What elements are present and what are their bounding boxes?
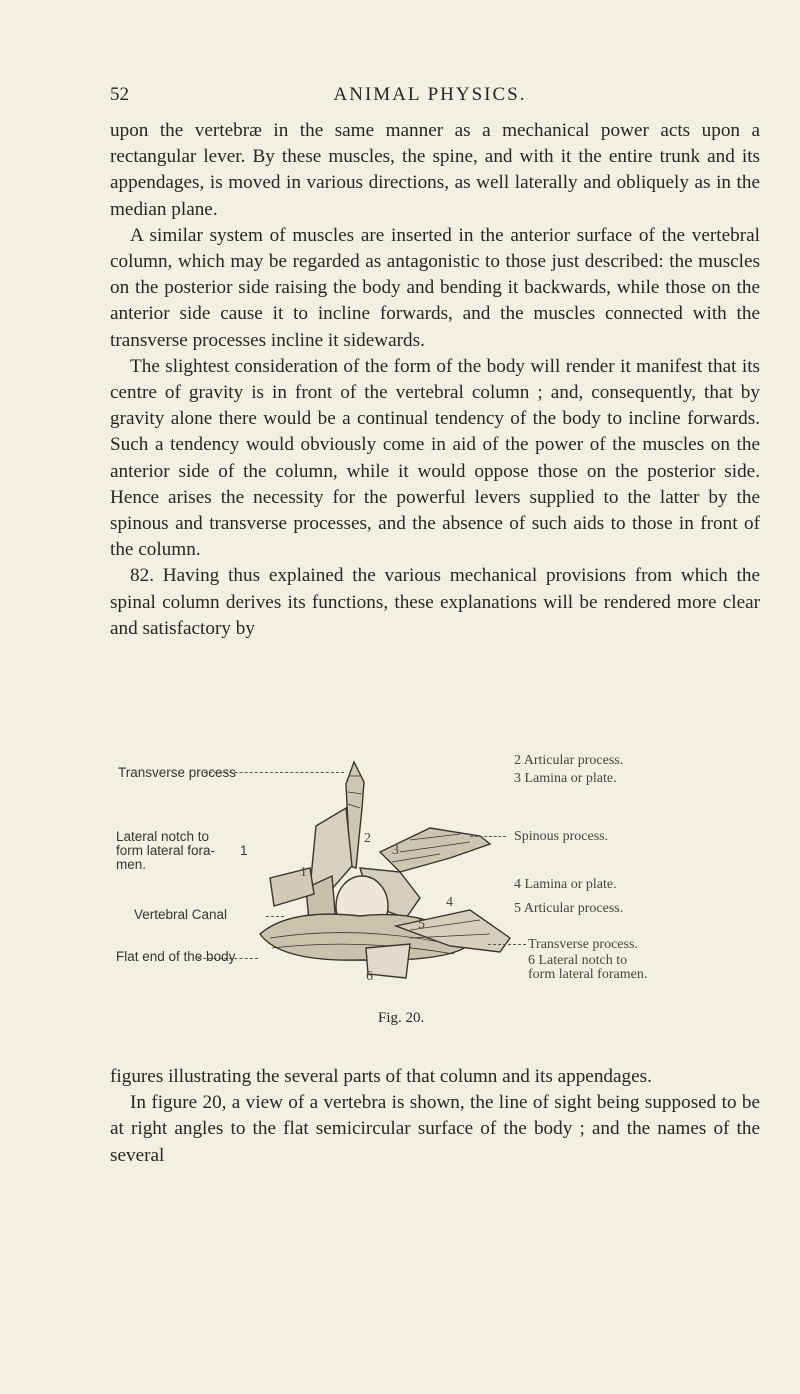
paragraph: 82. Having thus explained the various mechanical provisions from which the spinal column derives its functions, these explanations will be rendered more clear and satisfactory by [110, 565, 760, 639]
label-spinous: Spinous process. [514, 829, 609, 844]
label-vertebral-canal: Vertebral Canal [134, 907, 228, 922]
label-lateral-6-2: form lateral foramen. [528, 967, 648, 982]
paragraph: upon the vertebræ in the same manner as a mechanical power acts upon a rectangular lever. By these muscles, the spine, and with it the entire trunk and its appendages, is moved in various directions, as well laterally and obliquely as in the median plane. [110, 120, 760, 220]
label-lateral-6-1: 6 Lateral notch to [528, 953, 628, 968]
paragraph: A similar system of muscles are inserted in the anterior surface of the vertebral column, which may be regarded as antagonistic to those just described: the muscles on the posterior side raising the body and bending it backwards, while those on the anterior side cause it to incline forwards, and the muscles connected with the transverse processes incline it sidewards. [110, 224, 760, 351]
vertebra-illustration [110, 748, 770, 1008]
page-header [110, 84, 750, 110]
figure-numeral-5: 5 [418, 917, 425, 932]
label-lateral-notch-1: Lateral notch to [116, 829, 210, 844]
label-articular-5: 5 Articular process. [514, 901, 624, 916]
figure-numeral-4: 4 [446, 895, 453, 910]
figure-caption: Fig. 20. [378, 1010, 425, 1026]
body-text-bottom [110, 1064, 760, 1169]
paragraph: In figure 20, a view of a vertebra is shown, the line of sight being supposed to be at right angles to the flat semicircular surface of the body ; and the names of the several [110, 1092, 760, 1166]
figure-numeral-2: 2 [364, 831, 371, 846]
page-number: 52 [110, 84, 129, 105]
label-transverse-right: Transverse process. [528, 937, 638, 952]
label-transverse-process: Transverse process [118, 765, 237, 780]
label-articular-2: 2 Articular process. [514, 753, 624, 768]
label-lateral-notch-number: 1 [240, 843, 248, 858]
running-head: ANIMAL PHYSICS. [333, 84, 527, 105]
label-lateral-notch-2: form lateral fora- [116, 843, 216, 858]
paragraph: The slightest consideration of the form of the body will render it manifest that its centre of gravity is in front of the vertebral column ; and, consequently, that by gravity alone there would be a continual tendency of the body to incline forwards. Such a tendency would obviously come in aid of the power of the muscles on the anterior side of the column, while it would oppose those on the posterior side. Hence arises the necessity for the powerful levers supplied to the latter by the spinous and transverse processes, and the absence of such aids to those in front of the column. [110, 355, 760, 561]
label-flat-end: Flat end of the body [116, 949, 236, 964]
label-lamina-4: 4 Lamina or plate. [514, 877, 617, 892]
figure-numeral-6: 6 [366, 969, 373, 984]
label-lateral-notch-3: men. [116, 857, 147, 872]
body-text-top [110, 118, 760, 642]
label-lamina-3: 3 Lamina or plate. [514, 771, 617, 786]
figure-vertebra [110, 748, 770, 1048]
figure-numeral-3: 3 [392, 843, 399, 858]
paragraph: figures illustrating the several parts of that column and its appendages. [110, 1066, 652, 1087]
figure-numeral-1: 1 [300, 865, 307, 880]
